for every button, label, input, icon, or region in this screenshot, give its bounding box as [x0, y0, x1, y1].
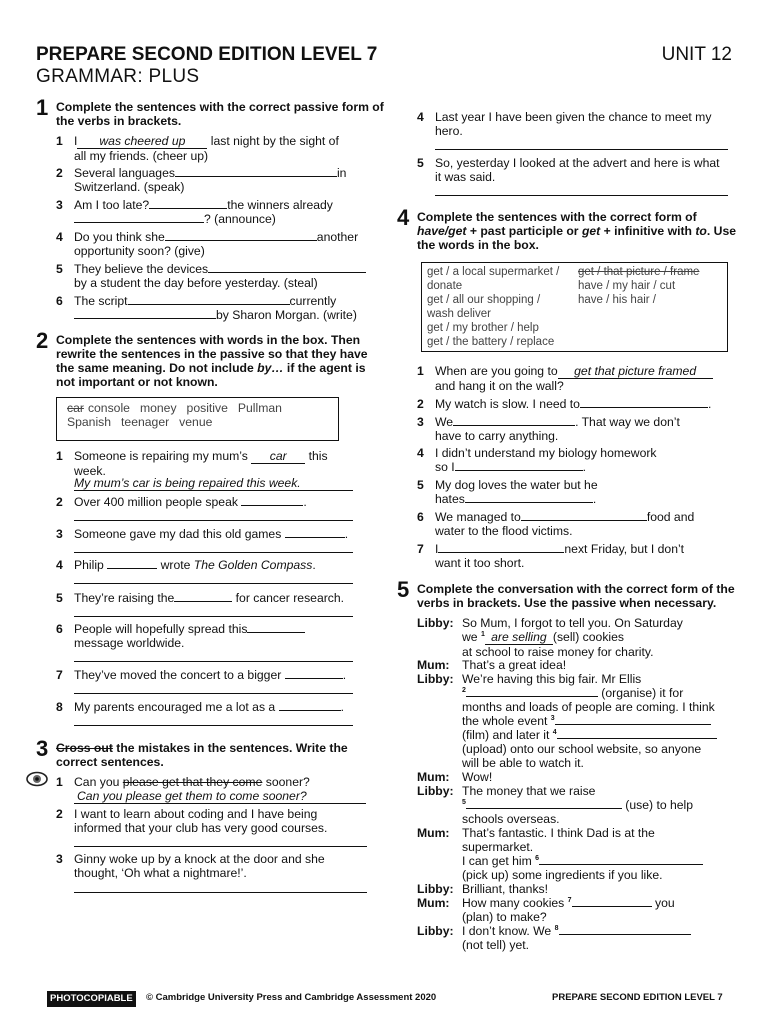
exercise-3 [36, 736, 386, 769]
ex4-item-3: 3 We . That way we don’t have to carry anything. [417, 415, 680, 443]
answer-field[interactable] [241, 495, 303, 506]
rewrite-line[interactable] [74, 616, 353, 617]
answer-field[interactable] [74, 308, 216, 319]
exercise-number: 5 [397, 577, 410, 602]
answer-field[interactable] [466, 798, 622, 809]
correction-line[interactable] [74, 846, 367, 847]
exercise-instruction: Cross out the mistakes in the sentences. Write the correct sentences. [56, 741, 348, 769]
exercise-number: 2 [36, 328, 49, 353]
ex1-item-4-cont: 4 Last year I have been given the chance to meet my hero. [417, 110, 712, 138]
worksheet-title: PREPARE SECOND EDITION LEVEL 7 [36, 44, 378, 65]
copyright-text: © Cambridge University Press and Cambridge Assessment 2020 [146, 992, 437, 1003]
section-subtitle: GRAMMAR: PLUS [36, 66, 200, 87]
ex2-item-1: 1 Someone is repairing my mum’s car this week. [56, 449, 328, 478]
exercise-4 [397, 205, 737, 252]
ex3-item-1: 1 Can you please get that they come sooner? [56, 775, 310, 789]
answer-field[interactable] [555, 714, 711, 725]
unit-label: UNIT 12 [661, 44, 732, 65]
answer-field[interactable] [74, 212, 204, 223]
exercise-number: 4 [397, 205, 410, 230]
ex1-item-6: 6 The script currently by Sharon Morgan. (write) [56, 294, 357, 322]
ex4-item-4: 4 I didn’t understand my biology homework so I . [417, 446, 657, 474]
correction-line[interactable] [435, 149, 728, 150]
eye-icon [26, 771, 48, 787]
exercise-instruction: Complete the conversation with the correct form of the verbs in brackets. Use the passive when necessary. [417, 582, 735, 610]
answer-field[interactable] [455, 460, 583, 471]
phrase-box: get / a local supermarket / donate get / all our shopping / wash deliver get / my brother / help get / the battery / replace get / that picture / frame have / my hair / cut have / his hair / [421, 262, 728, 352]
ex3-item-3: 3 Ginny woke up by a knock at the door and she thought, ‘Oh what a nightmare!’. [56, 852, 325, 880]
answer-field[interactable] [174, 591, 232, 602]
correction-line[interactable] [74, 892, 367, 893]
ex2-item-8: 8 My parents encouraged me a lot as a . [56, 700, 344, 714]
answer-field[interactable] [128, 294, 290, 305]
answer-field[interactable]: are selling [485, 630, 553, 645]
rewrite-line[interactable] [74, 661, 353, 662]
answer-field[interactable] [175, 166, 337, 177]
exercise-number: 1 [36, 95, 49, 120]
conversation: Libby: So Mum, I forgot to tell you. On Saturday we $^1$ are selling (sell) cookies at school to raise money for charity. Mum: That’s a great idea! Libby: We’re having this big fair. Mr Ellis $^2$ (organise) it for months and loads of people are coming. I think the whole event $^3$ (film) and later it $^4$ (upload) onto our school website, so anyone will be able to watch it. Mum: Wow! Libby: The money that we raise $^5$ (use) to help schools overseas. Mum: That’s fantastic. I think Dad is at the supermarket. I can get him $^6$ (pick up) some ingredients if you like. Libby: Brilliant, thanks! Mum: How many cookies $^7$ you (plan) to make? Libby: I don’t know. We $^8$ (not tell) yet. [417, 616, 715, 952]
answer-field[interactable] [438, 542, 564, 553]
word-box: car console money positive Pullman Spanish teenager venue [56, 397, 339, 441]
answer-field[interactable] [279, 700, 341, 711]
answer-field[interactable]: get that picture framed [558, 364, 713, 379]
correction-line[interactable] [435, 195, 728, 196]
ex1-item-5: 5 They believe the devices by a student the day before yesterday. (steal) [74, 262, 384, 290]
box-phrase-struck: get / that picture / frame [578, 266, 700, 278]
ex1-item-3: 3 Am I too late? the winners already ? (announce) [56, 198, 333, 226]
photocopiable-badge: PHOTOCOPIABLE [47, 991, 136, 1007]
ex4-item-7: 7 I next Friday, but I don’t want it too short. [417, 542, 685, 570]
rewrite-line[interactable] [74, 552, 353, 553]
ex4-item-5: 5 My dog loves the water but he hates . [417, 478, 598, 506]
rewrite-line[interactable] [74, 583, 353, 584]
exercise-1 [36, 95, 386, 128]
rewrite-line[interactable] [74, 520, 353, 521]
corrected-sentence[interactable]: Can you please get them to come sooner? [74, 789, 366, 804]
rewrite-answer[interactable]: My mum’s car is being repaired this week. [74, 476, 353, 491]
exercise-instruction: Complete the sentences with the correct passive form of the verbs in brackets. [56, 100, 384, 128]
answer-field[interactable] [580, 397, 708, 408]
answer-field[interactable] [559, 924, 691, 935]
answer-field[interactable] [149, 198, 227, 209]
ex4-item-2: 2 My watch is slow. I need to . [417, 397, 712, 411]
ex2-item-7: 7 They’ve moved the concert to a bigger . [56, 668, 347, 682]
answer-field[interactable] [208, 262, 366, 273]
ex2-item-5: 5 They’re raising the for cancer research. [56, 591, 345, 605]
rewrite-line[interactable] [74, 725, 353, 726]
answer-field[interactable] [107, 558, 157, 569]
exercise-instruction: Complete the sentences with words in the box. Then rewrite the sentences in the passive so that they have the same meaning. Do not include by… if the agent is not important or not known. [56, 333, 368, 389]
exercise-number: 3 [36, 736, 49, 761]
answer-field[interactable] [465, 492, 593, 503]
answer-field[interactable] [285, 527, 345, 538]
answer-field[interactable] [539, 854, 703, 865]
answer-field[interactable] [165, 230, 317, 241]
ex2-item-2: 2 Over 400 million people speak . [56, 495, 307, 509]
answer-field[interactable] [285, 668, 343, 679]
answer-field[interactable] [466, 686, 598, 697]
rewrite-line[interactable] [74, 693, 353, 694]
ex2-item-6: 6 People will hopefully spread this message worldwide. [74, 622, 364, 650]
ex3-item-2: 2 I want to learn about coding and I have being informed that your club has very good courses. [56, 807, 328, 835]
answer-field[interactable]: car [251, 449, 305, 464]
answer-field[interactable] [453, 415, 575, 426]
exercise-instruction: Complete the sentences with the correct form of have/get + past participle or get + infinitive with to. Use the words in the box. [417, 210, 737, 252]
box-word-struck: car [67, 401, 84, 415]
ex1-item-4: 4 Do you think she another opportunity soon? (give) [56, 230, 359, 258]
answer-field[interactable] [557, 728, 717, 739]
answer-field[interactable] [521, 510, 647, 521]
ex1-item-2: 2 Several languages in Switzerland. (speak) [56, 166, 347, 194]
ex2-item-3: 3 Someone gave my dad this old games . [56, 527, 349, 541]
answer-field[interactable] [247, 622, 305, 633]
ex1-item-5-cont: 5 So, yesterday I looked at the advert and here is what it was said. [417, 156, 720, 184]
ex1-item-1: 1 I was cheered up last night by the sight of all my friends. (cheer up) [56, 134, 339, 163]
answer-field[interactable] [572, 896, 652, 907]
answer-field[interactable]: was cheered up [77, 134, 207, 149]
exercise-5 [397, 577, 739, 610]
footer-level: PREPARE SECOND EDITION LEVEL 7 [552, 992, 723, 1003]
ex4-item-1: 1 When are you going to get that picture framed and hang it on the wall? [435, 364, 735, 393]
exercise-2 [36, 328, 386, 389]
ex4-item-6: 6 We managed to food and water to the flood victims. [417, 510, 695, 538]
ex2-item-4: 4 Philip wrote The Golden Compass. [56, 558, 316, 572]
